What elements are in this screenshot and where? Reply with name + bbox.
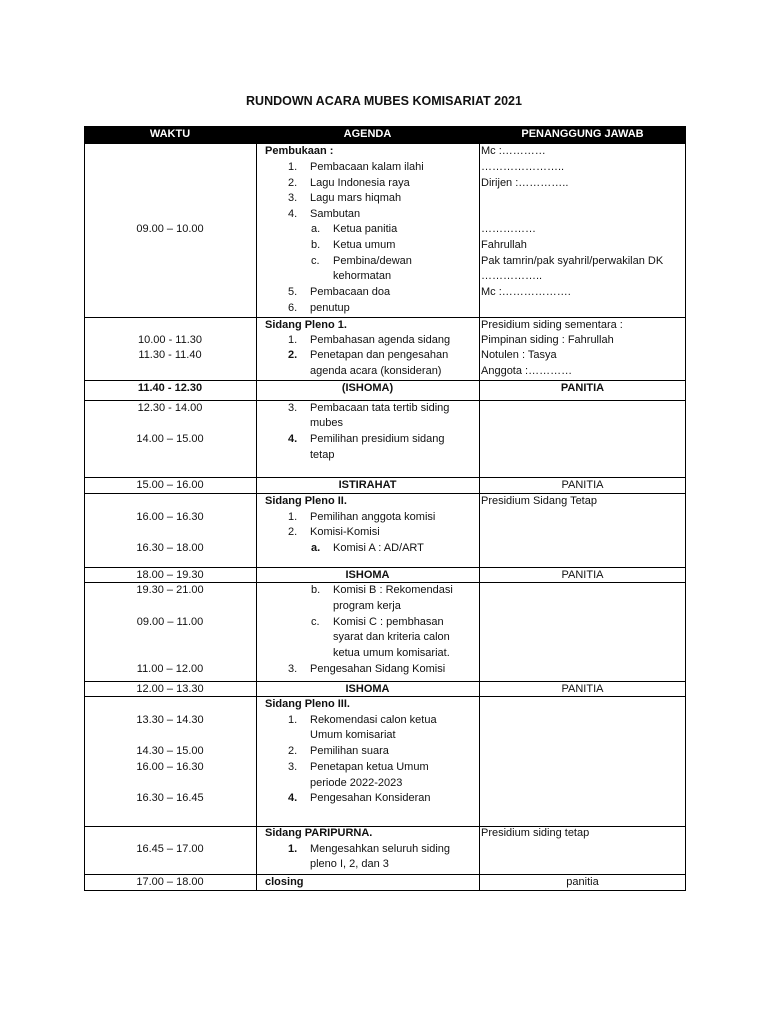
agenda-heading: Sidang Pleno 1. [265,319,347,331]
pj-cell: Fahrullah [481,239,527,251]
agenda-sub-letter: c. [311,616,320,628]
waktu-cell: 16.45 – 17.00 [136,843,204,855]
rundown-table [84,126,686,891]
column-divider [256,126,257,891]
agenda-item: pleno I, 2, dan 3 [310,858,389,870]
agenda-sub-item: syarat dan kriteria calon [333,631,450,643]
pj-cell: Notulen : Tasya [481,349,557,361]
agenda-item: Penetapan ketua Umum [310,761,429,773]
agenda-item: tetap [310,449,335,461]
waktu-cell: 17.00 – 18.00 [136,876,204,888]
agenda-item: agenda acara (konsideran) [310,365,442,377]
pj-cell: …………….. [481,270,543,282]
agenda-sub-letter: a. [311,542,321,554]
agenda-item: Komisi-Komisi [310,526,380,538]
agenda-sub-item: program kerja [333,600,401,612]
agenda-sub-item: Ketua panitia [333,223,398,235]
waktu-cell: 10.00 - 11.30 [137,334,202,346]
agenda-number: 1. [288,843,298,855]
agenda-number: 2. [288,349,298,361]
header-penanggung-jawab: PENANGGUNG JAWAB [521,128,644,140]
waktu-cell: 12.30 - 14.00 [137,402,203,414]
waktu-cell: 09.00 – 10.00 [136,223,204,235]
agenda-number: 3. [288,192,298,204]
agenda-item: Mengesahkan seluruh siding [310,843,451,855]
agenda-break: ISHOMA [345,569,390,581]
pj-cell: …………… [481,223,536,235]
agenda-sub-item: Komisi A : AD/ART [333,542,424,554]
waktu-cell: 14.00 – 15.00 [136,433,204,445]
agenda-item: mubes [310,417,344,429]
pj-cell: Mc :………………. [481,286,571,298]
agenda-sub-item: Pembina/dewan [333,255,412,267]
agenda-item: Lagu Indonesia raya [310,177,410,189]
agenda-item: Pemilihan presidium sidang [310,433,445,445]
agenda-heading: Sidang Pleno III. [265,698,350,710]
agenda-item: periode 2022-2023 [310,777,403,789]
agenda-sub-letter: b. [311,584,321,596]
agenda-number: 4. [288,208,298,220]
header-agenda: AGENDA [343,128,392,140]
agenda-item: Pembahasan agenda sidang [310,334,451,346]
pj-cell: Dirijen :………….. [481,177,569,189]
waktu-cell: 18.00 – 19.30 [136,569,204,581]
table-header [84,126,686,144]
pj-cell: Presidium siding sementara : [481,319,623,331]
agenda-number: 3. [288,663,298,675]
agenda-number: 2. [288,526,298,538]
waktu-cell: 16.00 – 16.30 [136,761,204,773]
agenda-item: Umum komisariat [310,729,396,741]
agenda-sub-letter: b. [311,239,321,251]
agenda-heading: Sidang PARIPURNA. [265,827,373,839]
agenda-sub-item: Komisi C : pembhasan [333,616,444,628]
pj-cell: Pak tamrin/pak syahril/perwakilan DK [481,255,664,267]
column-divider [479,126,480,891]
agenda-sub-item: Ketua umum [333,239,396,251]
agenda-number: 1. [288,714,298,726]
waktu-cell: 16.30 – 16.45 [136,792,204,804]
agenda-item: Penetapan dan pengesahan [310,349,449,361]
waktu-cell: 11.00 – 12.00 [136,663,204,675]
pj-cell: PANITIA [561,479,604,491]
agenda-sub-item: Komisi B : Rekomendasi [333,584,453,596]
agenda-number: 4. [288,792,298,804]
agenda-item: Pemilihan suara [310,745,389,757]
agenda-item: Sambutan [310,208,361,220]
agenda-break: ISHOMA [345,683,390,695]
agenda-break: (ISHOMA) [341,382,394,394]
agenda-number: 2. [288,745,298,757]
agenda-item: Pemilihan anggota komisi [310,511,436,523]
agenda-number: 4. [288,433,298,445]
agenda-heading: Pembukaan : [265,145,334,157]
waktu-cell: 16.30 – 18.00 [136,542,204,554]
pj-cell: panitia [566,876,599,888]
pj-cell: Presidium Sidang Tetap [481,495,597,507]
agenda-item: Pengesahan Sidang Komisi [310,663,446,675]
agenda-sub-letter: a. [311,223,321,235]
waktu-cell: 12.00 – 13.30 [136,683,204,695]
page-title: RUNDOWN ACARA MUBES KOMISARIAT 2021 [246,94,522,108]
waktu-cell: 16.00 – 16.30 [136,511,204,523]
agenda-item: Rekomendasi calon ketua [310,714,437,726]
waktu-cell: 15.00 – 16.00 [136,479,204,491]
agenda-item: Pembacaan tata tertib siding [310,402,450,414]
agenda-sub-item: kehormatan [333,270,392,282]
pj-cell: PANITIA [561,569,604,581]
agenda-number: 1. [288,334,298,346]
agenda-number: 1. [288,511,298,523]
agenda-sub-letter: c. [311,255,320,267]
agenda-heading: closing [265,876,304,888]
pj-cell: Presidium siding tetap [481,827,590,839]
waktu-cell: 09.00 – 11.00 [136,616,204,628]
pj-cell: Mc :………… [481,145,546,157]
pj-cell: PANITIA [560,382,605,394]
agenda-break: ISTIRAHAT [338,479,397,491]
agenda-number: 1. [288,161,298,173]
agenda-number: 3. [288,402,298,414]
agenda-item: Lagu mars hiqmah [310,192,402,204]
agenda-sub-item: ketua umum komisariat. [333,647,450,659]
pj-cell: PANITIA [561,683,604,695]
waktu-cell: 11.40 - 12.30 [137,382,203,394]
row-divider [84,826,686,827]
waktu-cell: 13.30 – 14.30 [136,714,204,726]
agenda-item: Pengesahan Konsideran [310,792,431,804]
agenda-number: 6. [288,302,298,314]
agenda-heading: Sidang Pleno II. [265,495,347,507]
header-waktu: WAKTU [149,128,191,140]
waktu-cell: 14.30 – 15.00 [136,745,204,757]
pj-cell: Anggota :………… [481,365,573,377]
agenda-number: 5. [288,286,298,298]
waktu-cell: 11.30 - 11.40 [138,349,202,361]
pj-cell: Pimpinan siding : Fahrullah [481,334,614,346]
agenda-number: 2. [288,177,298,189]
agenda-item: Pembacaan doa [310,286,391,298]
pj-cell: ………………….. [481,161,565,173]
waktu-cell: 19.30 – 21.00 [136,584,204,596]
agenda-item: penutup [310,302,350,314]
agenda-item: Pembacaan kalam ilahi [310,161,424,173]
agenda-number: 3. [288,761,298,773]
